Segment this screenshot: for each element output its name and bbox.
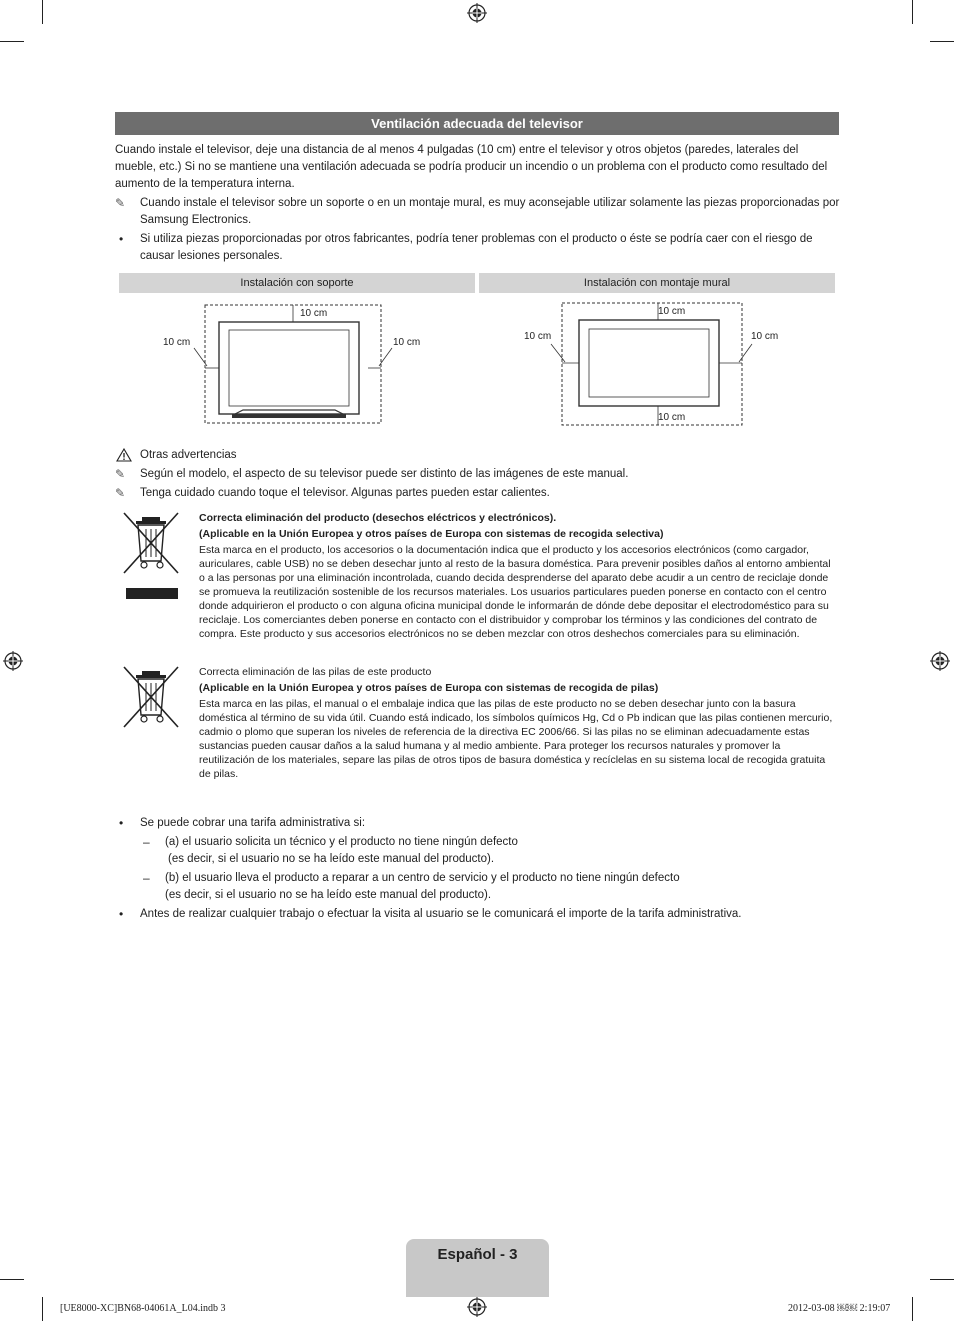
stand-caption: Instalación con soporte <box>119 273 475 293</box>
crop-mark <box>42 1297 43 1321</box>
bullet-text: Si utiliza piezas proporcionadas por otros fabricantes, podría tener problemas con el producto o éste se podría caer con el riesgo de causar lesiones personales. <box>140 233 813 262</box>
registration-mark-icon <box>930 651 950 671</box>
note-pencil-icon: ✎ <box>115 486 126 500</box>
recycle-battery-title: Correcta eliminación de las pilas de este producto <box>199 666 432 678</box>
crop-mark <box>930 1279 954 1280</box>
dash-item <box>115 834 840 868</box>
crop-mark <box>912 0 913 24</box>
note-pencil-icon: ✎ <box>115 196 126 210</box>
recycle-battery-body: Esta marca en las pilas, el manual o el embalaje indica que las pilas de este producto no se deben desechar junto con la basura doméstica al término de su vida útil. Cuando está indicado, los símbolos químicos Hg, Cd o Pb indican que las pilas contienen mercurio, cadmio o plomo que superan los niveles de referencia de la directiva EC 2006/66. Si las pilas no se eliminan adecuadamente estas sustancias pueden causar daños a la salud humana y al medio ambiente. Para proteger los recursos naturales y promover la reutilización de los materiales, separe las pilas de otros tipos de basura doméstica y recíclelas en su sistema local de recogida gratuita de pilas. <box>199 698 833 780</box>
note-item <box>115 466 840 483</box>
bullet-text: Se puede cobrar una tarifa administrativa si: <box>140 817 366 829</box>
dash-text <box>165 870 840 904</box>
crop-mark <box>930 41 954 42</box>
wall-installation-diagram <box>479 298 835 428</box>
dimension-label: 10 cm <box>163 337 191 348</box>
warnings-title: Otras advertencias <box>140 449 237 461</box>
crop-mark <box>42 0 43 24</box>
dash-text <box>165 834 840 868</box>
dimension-label: 10 cm <box>300 308 328 319</box>
page-number: Español - 3 <box>437 1246 518 1263</box>
stand-installation-diagram <box>119 298 475 428</box>
bullet-marker: • <box>119 907 124 921</box>
crop-mark <box>0 41 24 42</box>
dimension-label: 10 cm <box>393 337 421 348</box>
warning-triangle-icon <box>116 448 132 462</box>
note-item <box>115 485 840 502</box>
footer-timestamp: 2012-03-08 ￼￼ 2:19:07 <box>788 1303 891 1314</box>
bullet-text: Antes de realizar cualquier trabajo o efectuar la visita al usuario se le comunicará el importe de la tarifa administrativa. <box>140 908 742 920</box>
crop-mark <box>0 1279 24 1280</box>
dash-text-line: (b) el usuario lleva el producto a reparar a un centro de servicio y el producto no tiene ningún defecto <box>165 872 680 884</box>
dimension-label: 10 cm <box>751 331 779 342</box>
recycle-product-title: Correcta eliminación del producto (desechos eléctricos y electrónicos). <box>199 512 557 524</box>
registration-mark-icon <box>467 3 487 23</box>
bullet-item <box>115 231 840 265</box>
dimension-label: 10 cm <box>658 412 686 423</box>
dash-text-line: (a) el usuario solicita un técnico y el producto no tiene ningún defecto <box>165 836 518 848</box>
note-text: Según el modelo, el aspecto de su televisor puede ser distinto de las imágenes de este manual. <box>140 468 629 480</box>
crop-mark <box>912 1297 913 1321</box>
recycle-product-body: Esta marca en el producto, los accesorios o la documentación indica que el producto y los accesorios electrónicos (como cargador, auriculares, cable USB) no se deben desechar junto al resto de la basura doméstica. Para prevenir posibles daños al entorno ambiental o a las personas por una eliminación incontrolada, cuando decida desprenderse del aparato debe acudir a un centro de reciclaje donde se promueva la reutilización sostenible de los recursos materiales. Los usuarios particulares pueden ponerse en contacto con el centro donde adquirieron el producto o con alguna oficina municipal donde le informarán de dónde debe depositar el electrodoméstico para su reciclaje. Los comerciantes deben ponerse en contacto con el distribuidor y comprobar los términos y las condiciones del contrato de compra. Este producto y sus accesorios electrónicos no se deben mezclar con otros deshechos comerciales para su eliminación. <box>199 544 831 640</box>
crossed-out-bin-icon <box>120 663 182 731</box>
dimension-label: 10 cm <box>658 306 686 317</box>
bullet-marker: • <box>119 816 124 830</box>
note-item <box>115 195 840 229</box>
crossed-out-bin-icon <box>120 509 182 601</box>
bullet-marker: • <box>119 232 124 246</box>
dash-marker: – <box>143 835 150 849</box>
dash-item <box>115 870 840 904</box>
section-title: Ventilación adecuada del televisor <box>115 112 839 135</box>
note-pencil-icon: ✎ <box>115 467 126 481</box>
recycle-battery-subtitle: (Aplicable en la Unión Europea y otros países de Europa con sistemas de recogida de pilas) <box>199 682 659 694</box>
dash-text-line: (es decir, si el usuario no se ha leído este manual del producto). <box>168 853 495 865</box>
bullet-item <box>115 815 840 832</box>
dimension-label: 10 cm <box>524 331 552 342</box>
footer-file-info: [UE8000-XC]BN68-04061A_L04.indb 3 <box>60 1303 226 1314</box>
registration-mark-icon <box>467 1297 487 1317</box>
registration-mark-icon <box>3 651 23 671</box>
note-text: Tenga cuidado cuando toque el televisor. Algunas partes pueden estar calientes. <box>140 487 550 499</box>
bullet-item <box>115 906 840 923</box>
dash-text-line: (es decir, si el usuario no se ha leído este manual del producto). <box>165 889 492 901</box>
dash-marker: – <box>143 871 150 885</box>
recycle-battery-block <box>199 665 834 781</box>
wall-caption: Instalación con montaje mural <box>479 273 835 293</box>
recycle-product-block <box>199 511 834 641</box>
recycle-product-subtitle: (Aplicable en la Unión Europea y otros países de Europa con sistemas de recogida selectiva) <box>199 528 664 540</box>
note-text: Cuando instale el televisor sobre un soporte o en un montaje mural, es muy aconsejable utilizar solamente las piezas proporcionadas por Samsung Electronics. <box>140 197 840 226</box>
intro-paragraph: Cuando instale el televisor, deje una distancia de al menos 4 pulgadas (10 cm) entre el televisor y otros objetos (paredes, laterales del mueble, etc.) Si no se mantiene una ventilación adecuada se podría producir un incendio o un problema con el producto como resultado del aumento de la temperatura interna. <box>115 144 828 190</box>
